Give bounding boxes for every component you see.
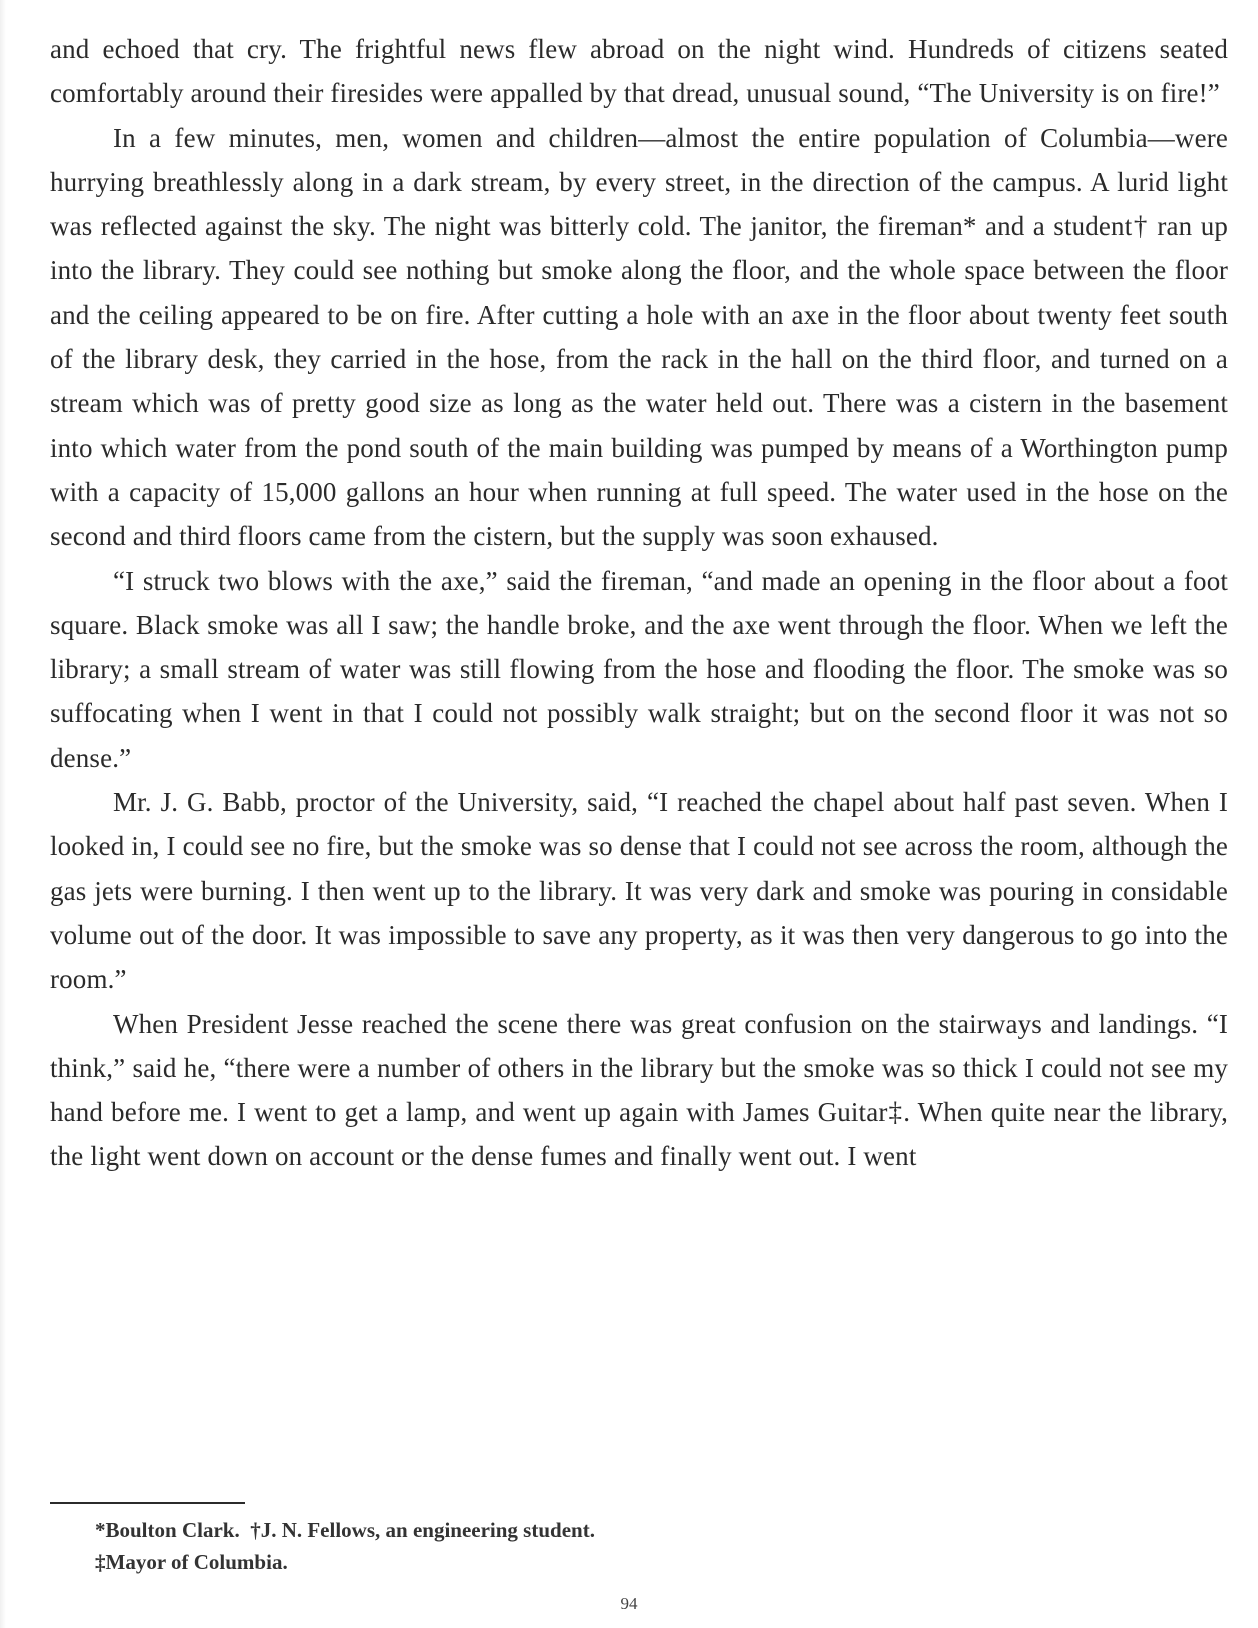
footnote-line: ‡Mayor of Columbia.: [95, 1550, 288, 1574]
footnote-divider: [50, 1502, 245, 1504]
footnote-line: *Boulton Clark. †J. N. Fellows, an engineering student.: [95, 1518, 595, 1542]
page-edge-shadow: [0, 0, 6, 1628]
paragraph-babb-quote: Mr. J. G. Babb, proctor of the University, said, “I reached the chapel about half past seven. When I looked in, I could see no fire, but the smoke was so dense that I could not see across the room, although the gas jets were burning. I then went up to the library. It was very dark and smoke was pouring in considable volume out of the door. It was impossible to save any property, as it was then very dangerous to go into the room.”: [50, 787, 1228, 995]
footnotes: [95, 1514, 1195, 1578]
page-number: 94: [620, 1594, 638, 1613]
paragraph-president-jesse: When President Jesse reached the scene there was great confusion on the stairways and landings. “I think,” said he, “there were a number of others in the library but the smoke was so thick I could not see my hand before me. I went to get a lamp, and went up again with James Guitar‡. When quite near the library, the light went down on account or the dense fumes and finally went out. I went: [50, 1008, 1228, 1172]
paragraph-fire-spread: In a few minutes, men, women and children—almost the entire population of Columbia—were hurrying breathlessly along in a dark stream, by every street, in the direction of the campus. A lurid light was reflected against the sky. The night was bitterly cold. The janitor, the fireman* and a student† ran up into the library. They could see nothing but smoke along the floor, and the whole space between the floor and the ceiling appeared to be on fire. After cutting a hole with an axe in the floor about twenty feet south of the library desk, they carried in the hose, from the rack in the hall on the third floor, and turned on a stream which was of pretty good size as long as the water held out. There was a cistern in the basement into which water from the pond south of the main building was pumped by means of a Worthington pump with a capacity of 15,000 gallons an hour when running at full speed. The water used in the hose on the second and third floors came from the cistern, but the supply was soon exhaused.: [50, 122, 1228, 552]
paragraph-fireman-quote: “I struck two blows with the axe,” said the fireman, “and made an opening in the floor about a foot square. Black smoke was all I saw; the handle broke, and the axe went through the floor. When we left the library; a small stream of water was still flowing from the hose and flooding the floor. The smoke was so suffocating when I went in that I could not possibly walk straight; but on the second floor it was not so dense.”: [50, 565, 1228, 773]
paragraph-continuation: and echoed that cry. The frightful news flew abroad on the night wind. Hundreds of citizens seated comfortably around their firesides were appalled by that dread, unusual sound, “The University is on fire!”: [50, 34, 1228, 109]
body-text: [50, 27, 1228, 1179]
